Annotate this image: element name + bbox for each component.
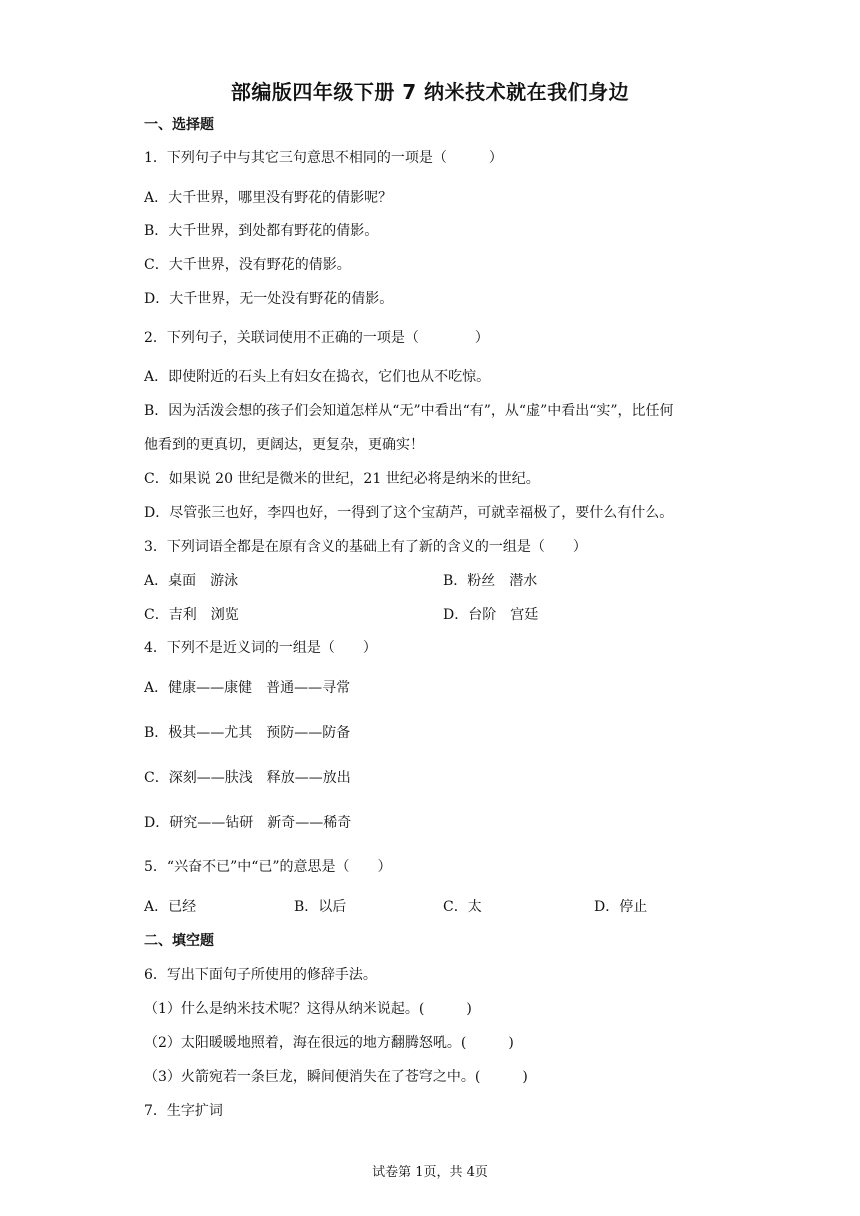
question-2-option-d: D．尽管张三也好，李四也好，一得到了这个宝葫芦，可就幸福极了，要什么有什么。 [144, 505, 674, 521]
section-heading-choice: 一、选择题 [144, 117, 214, 133]
question-2-option-c: C．如果说 20 世纪是微米的世纪，21 世纪必将是纳米的世纪。 [144, 471, 540, 487]
question-3-stem: 3．下列词语全都是在原有含义的基础上有了新的含义的一组是（ ） [144, 539, 587, 555]
question-3-option-a: A．桌面 游泳 [144, 573, 239, 589]
question-4-option-b: B．极其——尤其 预防——防备 [144, 725, 351, 741]
question-5-option-a: A．已经 [144, 899, 197, 915]
question-4-stem: 4．下列不是近义词的一组是（ ） [144, 640, 377, 656]
question-1-option-a: A．大千世界，哪里没有野花的倩影呢？ [144, 190, 393, 206]
question-4-option-c: C．深刻——肤浅 释放——放出 [144, 770, 351, 786]
question-6-stem: 6．写出下面句子所使用的修辞手法。 [144, 967, 377, 983]
question-3-option-d: D．台阶 宫廷 [443, 607, 539, 623]
question-7-stem: 7．生字扩词 [144, 1103, 223, 1119]
question-1-stem: 1．下列句子中与其它三句意思不相同的一项是（ ） [144, 150, 503, 166]
question-5-option-d: D．停止 [594, 899, 648, 915]
page-footer: 试卷第 1页，共 4页 [372, 1165, 488, 1180]
question-2-stem: 2．下列句子，关联词使用不正确的一项是（ ） [144, 330, 489, 346]
question-5-option-c: C．太 [443, 899, 482, 915]
question-1-option-c: C．大千世界，没有野花的倩影。 [144, 257, 351, 273]
question-6-sub-3: （3）火箭宛若一条巨龙，瞬间便消失在了苍穹之中。( ) [144, 1069, 528, 1085]
question-2-option-a: A．即使附近的石头上有妇女在捣衣，它们也从不吃惊。 [144, 369, 491, 385]
question-3-option-c: C．吉利 浏览 [144, 607, 239, 623]
question-1-option-d: D．大千世界，无一处没有野花的倩影。 [144, 291, 394, 307]
question-5-option-b: B．以后 [294, 899, 347, 915]
page-title: 部编版四年级下册 7 纳米技术就在我们身边 [230, 80, 630, 104]
section-heading-fill: 二、填空题 [144, 933, 214, 949]
question-1-option-b: B．大千世界，到处都有野花的倩影。 [144, 223, 379, 239]
question-4-option-d: D．研究——钻研 新奇——稀奇 [144, 815, 352, 831]
question-3-option-b: B．粉丝 潜水 [443, 573, 538, 589]
question-2-option-b-line1: B．因为活泼会想的孩子们会知道怎样从“无”中看出“有”，从“虚”中看出“实”，比任何 [144, 403, 674, 419]
question-2-option-b-line2: 他看到的更真切，更阔达，更复杂，更确实！ [144, 437, 424, 453]
question-4-option-a: A．健康——康健 普通——寻常 [144, 680, 351, 696]
question-6-sub-1: （1）什么是纳米技术呢？这得从纳米说起。( ) [144, 1001, 472, 1017]
question-6-sub-2: （2）太阳暖暖地照着，海在很远的地方翻腾怒吼。( ) [144, 1035, 514, 1051]
question-5-stem: 5．“兴奋不已”中“已”的意思是（ ） [144, 859, 392, 875]
